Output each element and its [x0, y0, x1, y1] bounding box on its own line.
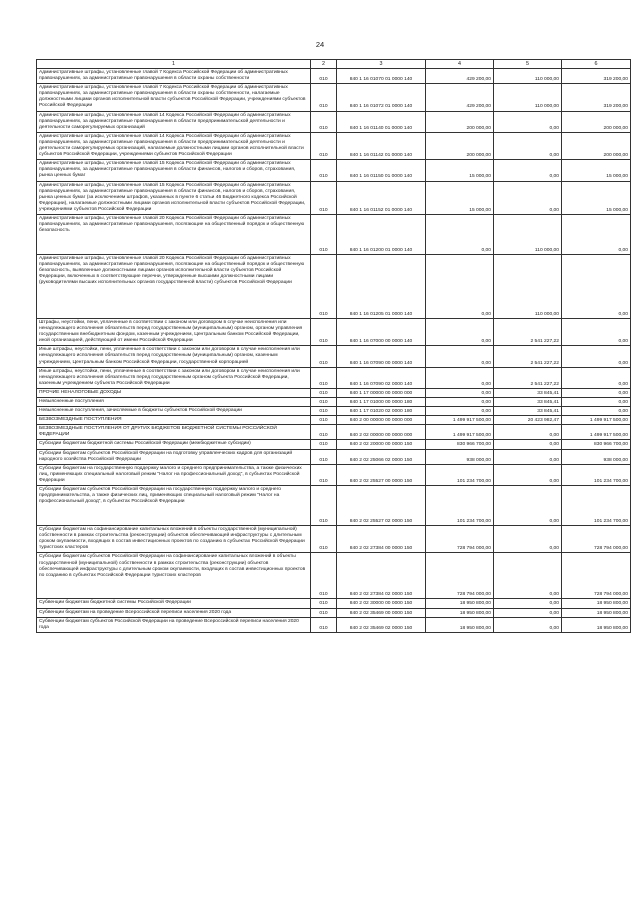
budget-table: [36, 59, 631, 633]
row-amount-cell: 938 000,00: [562, 449, 631, 464]
row-name-cell: Административные штрафы, установленные главой 14 Кодекса Российской Федерации об административных правонарушениях, за административные правонарушения в области предпринимательской деятельности и деятельности саморегулируемых организаций, налагаемые должностными лицами органов исполнительной власти субъектов Российской Федерации, учреждениями субъектов Российской Федерации: [37, 132, 311, 159]
row-line-code-cell: 010: [311, 214, 337, 254]
row-name-cell: Субсидии бюджетам субъектов Российской Федерации на подготовку управленческих кадров для организаций народного хозяйства Российской Федерации: [37, 449, 311, 464]
row-amount-cell: 0,00: [494, 449, 562, 464]
table-row: [37, 608, 631, 617]
row-name-cell: Субсидии бюджетам бюджетной системы Российской Федерации (межбюджетные субсидии): [37, 440, 311, 449]
row-line-code-cell: 010: [311, 416, 337, 425]
row-amount-cell: 110 000,00: [494, 254, 562, 318]
row-amount-cell: 319 200,00: [562, 69, 631, 84]
row-amount-cell: 18 950 800,00: [562, 599, 631, 608]
row-amount-cell: 15 000,00: [562, 160, 631, 181]
row-amount-cell: 33 845,41: [494, 398, 562, 407]
table-row: [37, 388, 631, 397]
row-amount-cell: 1 499 917 500,00: [426, 416, 494, 425]
row-line-code-cell: 010: [311, 160, 337, 181]
row-line-code-cell: 010: [311, 398, 337, 407]
column-header: 2: [311, 60, 337, 69]
row-amount-cell: 18 950 800,00: [426, 599, 494, 608]
row-amount-cell: 18 950 800,00: [426, 608, 494, 617]
row-amount-cell: 429 200,00: [426, 69, 494, 84]
table-row: [37, 440, 631, 449]
row-budget-code-cell: 840 1 16 01200 01 0000 140: [337, 214, 426, 254]
row-name-cell: Субвенции бюджетам субъектов Российской Федерации на проведение Всероссийской переписи населения 2020 года: [37, 617, 311, 632]
row-name-cell: Субвенции бюджетам бюджетной системы Российской Федерации: [37, 599, 311, 608]
row-name-cell: БЕЗВОЗМЕЗДНЫЕ ПОСТУПЛЕНИЯ: [37, 416, 311, 425]
row-amount-cell: 2 541 227,22: [494, 318, 562, 345]
table-row: [37, 181, 631, 214]
row-amount-cell: 0,00: [562, 388, 631, 397]
table-row: [37, 407, 631, 416]
page-number: 24: [315, 40, 325, 49]
column-header: 5: [494, 60, 562, 69]
row-amount-cell: 33 845,41: [494, 407, 562, 416]
row-budget-code-cell: 840 2 02 35469 00 0000 150: [337, 608, 426, 617]
row-amount-cell: 728 794 000,00: [426, 553, 494, 599]
row-name-cell: Субсидии бюджетам субъектов Российской Федерации на софинансирование капитальных вложений в объекты государственной (муниципальной) собственности в рамках строительства (реконструкции) объектов обеспечивающей инфраструктуры с длительным сроком окупаемости, входящих в состав инвестиционных проектов по созданию в субъектах Российской Федерации туристских кластеров: [37, 553, 311, 599]
row-name-cell: БЕЗВОЗМЕЗДНЫЕ ПОСТУПЛЕНИЯ ОТ ДРУГИХ БЮДЖЕТОВ БЮДЖЕТНОЙ СИСТЕМЫ РОССИЙСКОЙ ФЕДЕРАЦИИ: [37, 425, 311, 440]
row-amount-cell: 830 966 700,00: [426, 440, 494, 449]
row-line-code-cell: 010: [311, 486, 337, 526]
row-line-code-cell: 010: [311, 599, 337, 608]
row-budget-code-cell: 840 1 17 01020 02 0000 180: [337, 407, 426, 416]
row-amount-cell: 101 234 700,00: [426, 486, 494, 526]
row-line-code-cell: 010: [311, 111, 337, 132]
row-budget-code-cell: 840 2 02 25066 02 0000 150: [337, 449, 426, 464]
table-row: [37, 346, 631, 367]
row-name-cell: Административные штрафы, установленные главой 20 Кодекса Российской Федерации об административных правонарушениях, за административные правонарушения, посягающие на общественный порядок и общественную безопасность: [37, 214, 311, 254]
row-budget-code-cell: 840 1 16 07090 02 0000 140: [337, 367, 426, 388]
row-line-code-cell: 010: [311, 526, 337, 553]
row-amount-cell: 15 000,00: [426, 181, 494, 214]
table-row: [37, 254, 631, 318]
row-amount-cell: 101 234 700,00: [562, 464, 631, 485]
table-row: [37, 318, 631, 345]
row-line-code-cell: 010: [311, 608, 337, 617]
row-name-cell: Субсидии бюджетам на государственную поддержку малого и среднего предпринимательства, а также физических лиц, применяющих специальный налоговый режим "Налог на профессиональный доход", в субъектах Российской Федерации: [37, 464, 311, 485]
row-line-code-cell: 010: [311, 464, 337, 485]
row-amount-cell: 0,00: [494, 553, 562, 599]
row-budget-code-cell: 840 1 16 01142 01 0000 140: [337, 132, 426, 159]
table-row: [37, 214, 631, 254]
row-amount-cell: 0,00: [494, 617, 562, 632]
row-budget-code-cell: 840 2 02 35469 02 0000 150: [337, 617, 426, 632]
row-amount-cell: 2 541 227,22: [494, 367, 562, 388]
row-amount-cell: 0,00: [494, 526, 562, 553]
row-amount-cell: 0,00: [562, 398, 631, 407]
row-amount-cell: 101 234 700,00: [426, 464, 494, 485]
row-name-cell: Административные штрафы, установленные главой 15 Кодекса Российской Федерации об административных правонарушениях, за административные правонарушения в области финансов, налогов и сборов, страхования, рынка ценных бумаг: [37, 160, 311, 181]
row-amount-cell: 18 950 800,00: [562, 617, 631, 632]
row-name-cell: Административные штрафы, установленные главой 7 Кодекса Российской Федерации об административных правонарушениях, за административные правонарушения в области охраны собственности: [37, 69, 311, 84]
row-line-code-cell: 010: [311, 69, 337, 84]
row-budget-code-cell: 840 2 02 27384 00 0000 150: [337, 526, 426, 553]
row-amount-cell: 0,00: [426, 367, 494, 388]
row-amount-cell: 200 000,00: [562, 132, 631, 159]
row-amount-cell: 728 794 000,00: [426, 526, 494, 553]
row-budget-code-cell: 840 1 17 00000 00 0000 000: [337, 388, 426, 397]
row-amount-cell: 0,00: [562, 318, 631, 345]
column-header: 6: [562, 60, 631, 69]
row-budget-code-cell: 840 1 16 07000 00 0000 140: [337, 318, 426, 345]
row-budget-code-cell: 840 2 02 25527 00 0000 150: [337, 464, 426, 485]
row-amount-cell: 1 499 917 500,00: [562, 416, 631, 425]
row-name-cell: Невыясненные поступления, зачисляемые в бюджеты субъектов Российской Федерации: [37, 407, 311, 416]
row-name-cell: Административные штрафы, установленные главой 20 Кодекса Российской Федерации об административных правонарушениях, за административные правонарушения, посягающие на общественный порядок и общественную безопасность, выявленные должностными лицами органов исполнительной власти субъектов Российской Федерации, включенных в соответствующие перечни, утвержденные высшими должностными лицами (руководителями высших исполнительных органов государственной власти) субъектов Российской Федерации: [37, 254, 311, 318]
row-amount-cell: 938 000,00: [426, 449, 494, 464]
row-line-code-cell: 010: [311, 440, 337, 449]
row-amount-cell: 20 423 982,47: [494, 416, 562, 425]
row-line-code-cell: 010: [311, 318, 337, 345]
table-row: [37, 425, 631, 440]
column-header: 1: [37, 60, 311, 69]
row-line-code-cell: 010: [311, 553, 337, 599]
row-amount-cell: 0,00: [494, 111, 562, 132]
row-amount-cell: 0,00: [494, 464, 562, 485]
row-amount-cell: 0,00: [426, 318, 494, 345]
row-amount-cell: 728 794 000,00: [562, 553, 631, 599]
row-name-cell: Субсидии бюджетам на софинансирование капитальных вложений в объекты государственной (муниципальной) собственности в рамках строительства (реконструкции) объектов обеспечивающей инфраструктуры с длительным сроком окупаемости, входящих в состав инвестиционных проектов по созданию в субъектах Российской Федерации туристских кластеров: [37, 526, 311, 553]
row-amount-cell: 0,00: [494, 425, 562, 440]
row-amount-cell: 0,00: [562, 407, 631, 416]
table-row: [37, 132, 631, 159]
row-amount-cell: 101 234 700,00: [562, 486, 631, 526]
row-line-code-cell: 010: [311, 181, 337, 214]
row-amount-cell: 0,00: [426, 346, 494, 367]
row-amount-cell: 0,00: [426, 398, 494, 407]
row-line-code-cell: 010: [311, 84, 337, 111]
row-budget-code-cell: 840 2 02 20000 00 0000 150: [337, 440, 426, 449]
row-amount-cell: 200 000,00: [562, 111, 631, 132]
row-name-cell: Иные штрафы, неустойки, пени, уплаченные в соответствии с законом или договором в случае неисполнения или ненадлежащего исполнения обязательств перед государственным органом субъекта Российской Федерации, казенным учреждением субъекта Российской Федерации: [37, 367, 311, 388]
table-row: [37, 449, 631, 464]
row-line-code-cell: 010: [311, 388, 337, 397]
row-amount-cell: 728 794 000,00: [562, 526, 631, 553]
row-name-cell: Административные штрафы, установленные главой 15 Кодекса Российской Федерации об административных правонарушениях, за административные правонарушения в области финансов, налогов и сборов, страхования, рынка ценных бумаг (за исключением штрафов, указанных в пункте 6 статьи 46 Бюджетного кодекса Российской Федерации), налагаемые должностными лицами органов исполнительной власти субъектов Российской Федерации, учреждениями субъектов Российской Федерации: [37, 181, 311, 214]
row-amount-cell: 0,00: [562, 367, 631, 388]
table-row: [37, 486, 631, 526]
row-line-code-cell: 010: [311, 346, 337, 367]
column-header: 3: [337, 60, 426, 69]
table-row: [37, 84, 631, 111]
row-amount-cell: 110 000,00: [494, 214, 562, 254]
row-name-cell: Субсидии бюджетам субъектов Российской Федерации на государственную поддержку малого и среднего предпринимательства, а также физических лиц, применяющих специальный налоговый режим "Налог на профессиональный доход", в субъектах Российской Федерации: [37, 486, 311, 526]
row-amount-cell: 200 000,00: [426, 111, 494, 132]
row-budget-code-cell: 840 2 02 25527 02 0000 150: [337, 486, 426, 526]
table-row: [37, 367, 631, 388]
table-row: [37, 464, 631, 485]
row-amount-cell: 0,00: [426, 214, 494, 254]
table-row: [37, 599, 631, 608]
row-amount-cell: 15 000,00: [562, 181, 631, 214]
row-amount-cell: 0,00: [562, 346, 631, 367]
row-amount-cell: 2 541 227,22: [494, 346, 562, 367]
row-line-code-cell: 010: [311, 367, 337, 388]
row-amount-cell: 0,00: [426, 407, 494, 416]
row-line-code-cell: 010: [311, 449, 337, 464]
row-amount-cell: 0,00: [494, 181, 562, 214]
table-row: [37, 617, 631, 632]
table-row: [37, 111, 631, 132]
row-budget-code-cell: 840 1 16 01150 01 0000 140: [337, 160, 426, 181]
row-budget-code-cell: 840 1 17 01000 00 0000 180: [337, 398, 426, 407]
row-amount-cell: 0,00: [494, 599, 562, 608]
table-row: [37, 160, 631, 181]
row-name-cell: Административные штрафы, установленные главой 14 Кодекса Российской Федерации об административных правонарушениях, за административные правонарушения в области предпринимательской деятельности и деятельности саморегулируемых организаций: [37, 111, 311, 132]
row-line-code-cell: 010: [311, 254, 337, 318]
row-amount-cell: 429 200,00: [426, 84, 494, 111]
row-budget-code-cell: 840 2 02 30000 00 0000 150: [337, 599, 426, 608]
row-amount-cell: 110 000,00: [494, 84, 562, 111]
row-name-cell: Штрафы, неустойки, пени, уплаченные в соответствии с законом или договором в случае неисполнения или ненадлежащего исполнения обязательств перед государственным (муниципальным) органом, органом управления государственным внебюджетным фондом, казенным учреждением, Центральным банком Российской Федерации, иной организацией, действующей от имени Российской Федерации: [37, 318, 311, 345]
row-name-cell: ПРОЧИЕ НЕНАЛОГОВЫЕ ДОХОДЫ: [37, 388, 311, 397]
row-name-cell: Субвенции бюджетам на проведение Всероссийской переписи населения 2020 года: [37, 608, 311, 617]
table-header-row: [37, 60, 631, 69]
row-amount-cell: 830 966 700,00: [562, 440, 631, 449]
row-budget-code-cell: 840 2 02 27384 02 0000 150: [337, 553, 426, 599]
row-budget-code-cell: 840 1 16 07090 00 0000 140: [337, 346, 426, 367]
table-row: [37, 69, 631, 84]
row-name-cell: Иные штрафы, неустойки, пени, уплаченные в соответствии с законом или договором в случае неисполнения или ненадлежащего исполнения обязательств перед государственным (муниципальным) органом, казенным учреждением, Центральным банком Российской Федерации, государственной корпорацией: [37, 346, 311, 367]
row-amount-cell: 0,00: [494, 440, 562, 449]
row-budget-code-cell: 840 2 00 00000 00 0000 000: [337, 416, 426, 425]
row-amount-cell: 15 000,00: [426, 160, 494, 181]
row-amount-cell: 0,00: [494, 486, 562, 526]
row-budget-code-cell: 840 1 16 01152 01 0000 140: [337, 181, 426, 214]
column-header: 4: [426, 60, 494, 69]
row-budget-code-cell: 840 1 16 01140 01 0000 140: [337, 111, 426, 132]
row-amount-cell: 18 950 800,00: [562, 608, 631, 617]
row-amount-cell: 18 950 800,00: [426, 617, 494, 632]
row-amount-cell: 0,00: [426, 388, 494, 397]
row-name-cell: Административные штрафы, установленные главой 7 Кодекса Российской Федерации об административных правонарушениях, за административные правонарушения в области охраны собственности, налагаемые должностными лицами органов исполнительной власти субъектов Российской Федерации, учреждениями субъектов Российской Федерации: [37, 84, 311, 111]
row-budget-code-cell: 840 2 02 00000 00 0000 000: [337, 425, 426, 440]
table-row: [37, 526, 631, 553]
row-amount-cell: 1 499 917 500,00: [562, 425, 631, 440]
row-amount-cell: 110 000,00: [494, 69, 562, 84]
row-amount-cell: 0,00: [494, 160, 562, 181]
table-row: [37, 416, 631, 425]
row-amount-cell: 1 499 917 500,00: [426, 425, 494, 440]
row-line-code-cell: 010: [311, 407, 337, 416]
row-amount-cell: 319 200,00: [562, 84, 631, 111]
row-amount-cell: 0,00: [494, 132, 562, 159]
row-line-code-cell: 010: [311, 617, 337, 632]
row-line-code-cell: 010: [311, 132, 337, 159]
row-budget-code-cell: 840 1 16 01072 01 0000 140: [337, 84, 426, 111]
row-line-code-cell: 010: [311, 425, 337, 440]
row-amount-cell: 0,00: [562, 214, 631, 254]
row-amount-cell: 0,00: [562, 254, 631, 318]
row-amount-cell: 0,00: [426, 254, 494, 318]
table-row: [37, 553, 631, 599]
row-amount-cell: 200 000,00: [426, 132, 494, 159]
row-amount-cell: 0,00: [494, 608, 562, 617]
table-row: [37, 398, 631, 407]
row-amount-cell: 33 845,41: [494, 388, 562, 397]
row-budget-code-cell: 840 1 16 01205 01 0000 140: [337, 254, 426, 318]
row-budget-code-cell: 840 1 16 01070 01 0000 140: [337, 69, 426, 84]
row-name-cell: Невыясненные поступления: [37, 398, 311, 407]
